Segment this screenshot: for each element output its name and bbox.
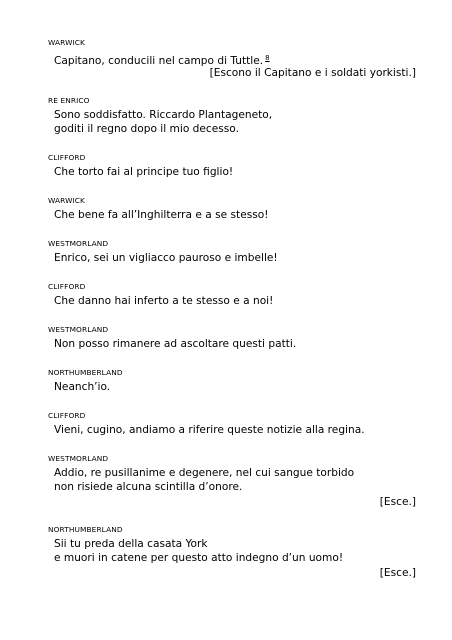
speaker-name: CLIFFORD: [48, 153, 86, 162]
stage-direction: [Escono il Capitano e i soldati yorkisti.]: [209, 67, 416, 79]
speaker-name: CLIFFORD: [48, 411, 86, 420]
speech-line-text: Capitano, conducili nel campo di Tuttle.: [54, 55, 264, 67]
speaker-name: WARWICK: [48, 38, 85, 47]
speech-line: Non posso rimanere ad ascoltare questi patti.: [54, 338, 297, 350]
speech-line: Neanch’io.: [54, 381, 111, 393]
footnote-link[interactable]: 8: [265, 54, 270, 62]
speech-line: goditi il regno dopo il mio decesso.: [54, 123, 239, 135]
speaker-name: WARWICK: [48, 196, 85, 205]
speech-line: e muori in catene per questo atto indegno d’un uomo!: [54, 552, 344, 564]
speaker-name: WESTMORLAND: [48, 239, 109, 248]
stage-direction: [Esce.]: [379, 496, 416, 508]
speaker-name: CLIFFORD: [48, 282, 86, 291]
speaker-name: NORTHUMBERLAND: [48, 368, 123, 377]
speech-line: Vieni, cugino, andiamo a riferire queste notizie alla regina.: [54, 424, 365, 436]
speech-line: Sono soddisfatto. Riccardo Plantageneto,: [54, 109, 273, 121]
speaker-name: RE ENRICO: [48, 96, 90, 105]
speech-line: Addio, re pusillanime e degenere, nel cui sangue torbido: [54, 467, 355, 479]
speech-line: Che danno hai inferto a te stesso e a noi!: [54, 295, 274, 307]
speech-line: non risiede alcuna scintilla d’onore.: [54, 481, 243, 493]
speaker-name: WESTMORLAND: [48, 325, 109, 334]
speech-line: Sii tu preda della casata York: [54, 538, 208, 550]
speech-line: Enrico, sei un vigliacco pauroso e imbelle!: [54, 252, 278, 264]
speaker-name: NORTHUMBERLAND: [48, 525, 123, 534]
speech-line: Che bene fa all’Inghilterra e a se stesso!: [54, 209, 269, 221]
speech-line: Che torto fai al principe tuo figlio!: [54, 166, 234, 178]
stage-direction: [Esce.]: [379, 567, 416, 579]
speaker-name: WESTMORLAND: [48, 454, 109, 463]
